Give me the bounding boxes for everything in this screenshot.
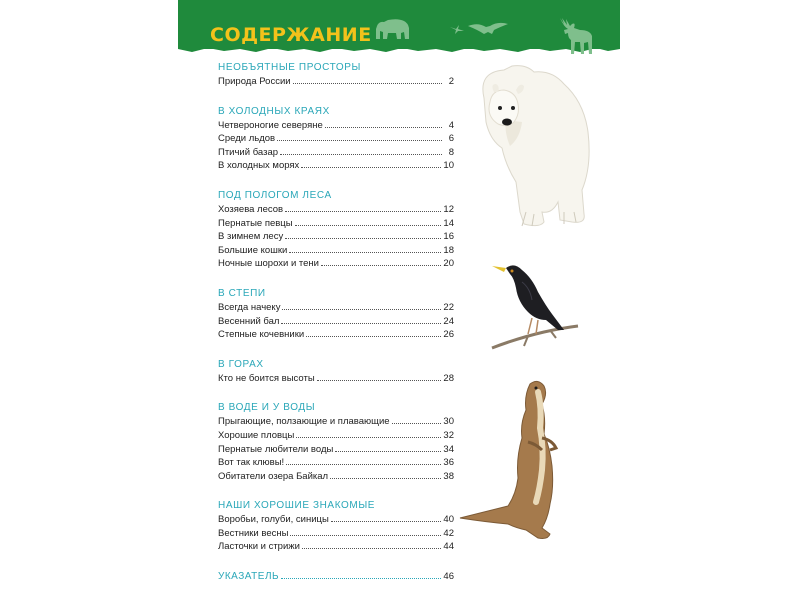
dot-leader [281,570,441,579]
toc-entry-label: В зимнем лесу [218,231,284,243]
toc-entry-page: 24 [443,315,454,327]
section-title: НЕОБЪЯТНЫЕ ПРОСТОРЫ [218,62,362,73]
dot-leader [331,513,442,522]
toc-entry-page: 14 [443,217,454,229]
toc-entry[interactable] [218,372,454,386]
section-title: В ГОРАХ [218,358,264,370]
section-title: ПОД ПОЛОГОМ ЛЕСА [218,189,332,201]
dot-leader [330,470,441,479]
toc-entry[interactable] [218,301,454,315]
swallow-icon [450,24,464,34]
toc-entry-label: Ночные шорохи и тени [218,258,319,270]
toc-index-entry[interactable] [218,570,454,584]
toc-section [218,61,454,89]
toc-entry-page: 34 [443,443,454,455]
index-page: 46 [443,571,454,583]
toc-section [218,189,454,271]
dot-leader [286,456,441,465]
toc-entry-page: 4 [448,119,454,131]
dot-leader [306,328,441,337]
dot-leader [301,159,441,168]
dot-leader [277,132,442,141]
toc-entry-page: 2 [448,76,454,87]
toc-entry-label: Четвероногие северяне [218,119,323,131]
toc-entry-page: 20 [443,258,454,270]
toc-entry-page: 10 [443,160,454,172]
toc-entry[interactable] [218,230,454,244]
toc-entry-label: Всегда начеку [218,301,281,313]
toc-entry-page: 38 [443,470,454,482]
toc-entry-label: Кто не боится высоты [218,372,315,384]
toc-entry[interactable] [218,146,454,160]
toc-entry-page: 28 [443,372,454,384]
toc-entry-label: Пернатые любители воды [218,443,334,455]
toc-section [218,499,454,554]
dot-leader [289,244,441,253]
toc-entry-page: 44 [443,541,454,553]
toc-entry[interactable] [218,415,454,429]
section-title: В ВОДЕ И У ВОДЫ [218,402,316,414]
toc-entry-page: 32 [443,429,454,441]
dot-leader [285,203,441,212]
dot-leader [285,230,441,239]
toc-entry-label: Вестники весны [218,527,289,539]
toc-entry[interactable] [218,203,454,217]
dot-leader [335,443,441,452]
dot-leader [317,372,442,381]
toc-entry-label: Среди льдов [218,133,276,145]
toc-entry[interactable] [218,470,454,484]
toc-entry[interactable] [218,132,454,146]
dot-leader [293,75,442,84]
otter-illustration [456,378,586,546]
toc-entry[interactable] [218,456,454,470]
toc-entry[interactable] [218,217,454,231]
moose-icon [556,16,596,56]
toc-entry-label: Ласточки и стрижи [218,541,300,553]
index-label: УКАЗАТЕЛЬ [218,571,280,583]
toc-section [218,287,454,342]
toc-entry-page: 40 [443,514,454,526]
toc-entry-label: Хорошие пловцы [218,429,295,441]
toc-entry-label: Птичий базар [218,146,279,158]
toc-entry-label: Весенний бал [218,315,280,327]
dot-leader [296,429,441,438]
toc-entry[interactable] [218,159,454,173]
toc-entry-label: В холодных морях [218,160,300,172]
toc-entry[interactable] [218,540,454,554]
dot-leader [325,119,442,128]
toc-entry-page: 26 [443,329,454,341]
toc-section [218,105,454,173]
toc-entry-label: Воробьи, голуби, синицы [218,514,329,526]
toc-entry-label: Степные кочевники [218,329,305,341]
toc-entry-label: Обитатели озера Байкал [218,470,329,482]
toc-entry[interactable] [218,443,454,457]
toc-entry-label: Вот так клювы! [218,457,285,469]
eagle-icon [468,20,508,36]
dot-leader [290,527,441,536]
toc-entry-label: Природа России [218,76,291,87]
toc-entry[interactable] [218,527,454,541]
section-title: НАШИ ХОРОШИЕ ЗНАКОМЫЕ [218,500,376,512]
toc-entry[interactable] [218,315,454,329]
dot-leader [295,217,442,226]
toc-entry-label: Пернатые певцы [218,217,293,229]
toc-entry[interactable] [218,328,454,342]
dot-leader [392,415,442,424]
toc-entry-page: 16 [443,231,454,243]
bear-icon [374,17,412,41]
toc-entry[interactable] [218,119,454,133]
toc-entry[interactable] [218,513,454,527]
book-page [178,0,620,600]
table-of-contents [218,61,454,584]
polar-bear-illustration [460,62,600,228]
toc-entry[interactable] [218,257,454,271]
page-title: СОДЕРЖАНИЕ [210,24,372,46]
toc-entry-label: Большие кошки [218,244,288,256]
toc-entry-page: 42 [443,527,454,539]
toc-entry-label: Прыгающие, ползающие и плавающие [218,416,390,428]
toc-section [218,401,454,483]
toc-entry-page: 18 [443,244,454,256]
toc-entry[interactable] [218,429,454,443]
toc-entry-label: Хозяева лесов [218,203,284,215]
dot-leader [281,315,441,324]
starling-illustration [488,258,580,354]
toc-entry-page: 36 [443,457,454,469]
toc-entry-page: 22 [443,301,454,313]
toc-entry-page: 6 [448,133,454,145]
toc-entry-page: 30 [443,416,454,428]
toc-entry[interactable] [218,75,454,89]
dot-leader [321,257,441,266]
toc-entry[interactable] [218,244,454,258]
section-title: В СТЕПИ [218,287,266,299]
dot-leader [302,540,441,549]
toc-section [218,358,454,386]
toc-entry-page: 8 [448,146,454,158]
section-title: В ХОЛОДНЫХ КРАЯХ [218,105,330,117]
dot-leader [282,301,441,310]
toc-entry-page: 12 [443,203,454,215]
dot-leader [280,146,442,155]
